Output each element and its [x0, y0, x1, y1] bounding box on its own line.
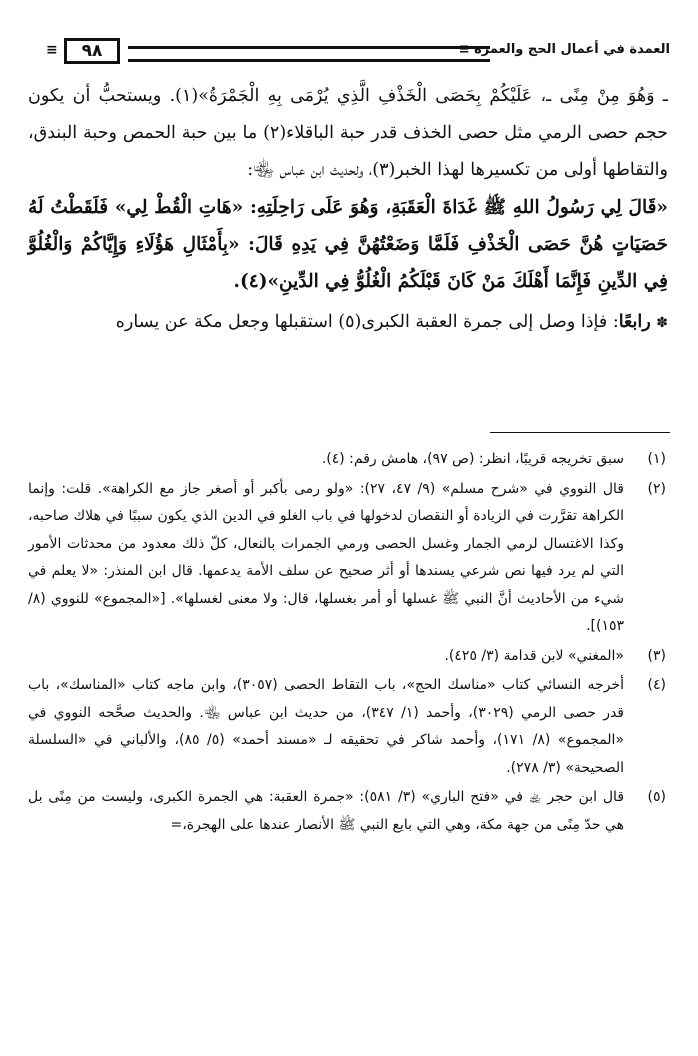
footnote-separator — [490, 432, 670, 433]
hadith-quote: «قَالَ لِي رَسُولُ اللهِ ﷺ غَدَاةَ الْعَقَبَةِ، وَهُوَ عَلَى رَاحِلَتِهِ: «هَاتِ الْقُطْ لِي» فَلَقَطْتُ لَهُ حَصَيَاتٍ هُنَّ حَصَى الْخَذْفِ فَلَمَّا وَضَعْتُهُنَّ فِي يَدِهِ قَالَ: «بِأَمْثَالِ هَؤُلَاءِ وَإِيَّاكُمْ وَالْغُلُوَّ فِي الدِّينِ فَإِنَّمَا أَهْلَكَ مَنْ كَانَ قَبْلَكُمُ الْغُلُوُّ فِي الدِّينِ»(٤). — [28, 197, 668, 292]
footnote-text: «المغني» لابن قدامة (٣/ ٤٢٥). — [444, 647, 624, 664]
footnote — [28, 672, 668, 782]
section-label: رابعًا — [618, 312, 651, 332]
footnote-number: (٢) — [647, 480, 666, 497]
body-paragraph-1: ـ وَهُوَ مِنْ مِنًى ـ، عَلَيْكُمْ بِحَصَى الْخَذْفِ الَّذِي يُرْمَى بِهِ الْجَمْرَةُ»(١). ويستحبُّ أن يكون حجم حصى الرمي مثل حصى الخذف قدر حبة الباقلاء(٢) ما بين حبة الحمص وحبة البندق، والتقاطها أولى من تكسيرها لهذا الخبر(٣)، ولحديث ابن عباس ﵄: — [28, 86, 668, 180]
header-end-mark: ≡ — [46, 42, 58, 58]
body-paragraph-3 — [28, 304, 668, 342]
page-number: ٩٨ — [64, 38, 120, 64]
page-header — [20, 40, 678, 66]
main-text — [28, 78, 668, 342]
footnote-text: أخرجه النسائي كتاب «مناسك الحج»، باب التقاط الحصى (٣٠٥٧)، وابن ماجه كتاب «المناسك»، باب قدر حصى الرمي (٣٠٢٩)، وأحمد (١/ ٣٤٧)، من حديث ابن عباس ﵄. والحديث صحَّحه النووي في «المجموع» (٨/ ١٧١)، وأحمد شاكر في تحقيقه لـ «مسند أحمد» (٥/ ٨٥)، والألباني في «السلسلة الصحيحة» (٣/ ٢٧٨). — [28, 677, 625, 776]
footnote — [28, 643, 668, 671]
flower-bullet-icon: ✽ — [656, 315, 668, 331]
footnote-number: (١) — [647, 451, 666, 467]
running-title: العمدة في أعمال الحج والعمرة ≡ — [458, 42, 670, 57]
footnote-number: (٥) — [647, 789, 666, 805]
footnote — [28, 446, 668, 474]
footnote — [28, 476, 668, 641]
footnote-number: (٤) — [647, 677, 666, 693]
section-text: : فإذا وصل إلى جمرة العقبة الكبرى(٥) استقبلها وجعل مكة عن يساره — [115, 312, 619, 332]
footnote-number: (٣) — [647, 647, 666, 664]
footnote-text: سبق تخريجه قريبًا، انظر: (ص ٩٧)، هامش رقم: (٤). — [321, 451, 624, 467]
footnote — [28, 784, 668, 839]
footnote-text: قال ابن حجر ﵀ في «فتح الباري» (٣/ ٥٨١): «جمرة العقبة: هي الجمرة الكبرى، وليست من مِنًى بل هي حدّ مِنًى من جهة مكة، وهي التي بايع النبي ﷺ الأنصار عندها على الهجرة،= — [28, 789, 625, 833]
footnotes — [28, 446, 668, 841]
footnote-text: قال النووي في «شرح مسلم» (٩/ ٤٧، ٢٧): «ولو رمى بأكبر أو أصغر جاز مع الكراهة». قلت: وإنما الكراهة تقرَّرت في الزيادة أو النقصان لدخولها في باب الغلو في الدين الذي يكون سببًا في هلاك صاحبه، وكذا الاغتسال لرمي الجمار وغسل الحصى ورمي الجمرات بالنعال، كلّ ذلك معدود من محدثات الأمور التي لم يرد فيها نص شرعي يسندها أو أثر صحيح عن سلف الأمة يدعمها. قال ابن المنذر: «لا يعلم في شيء من الأحاديث أنَّ النبي ﷺ غسلها أو أمر بغسلها، قال: ولا معنى لغسلها». [«المجموع» للنووي (٨/ ١٥٣)]. — [28, 480, 624, 634]
header-rule — [128, 46, 490, 62]
